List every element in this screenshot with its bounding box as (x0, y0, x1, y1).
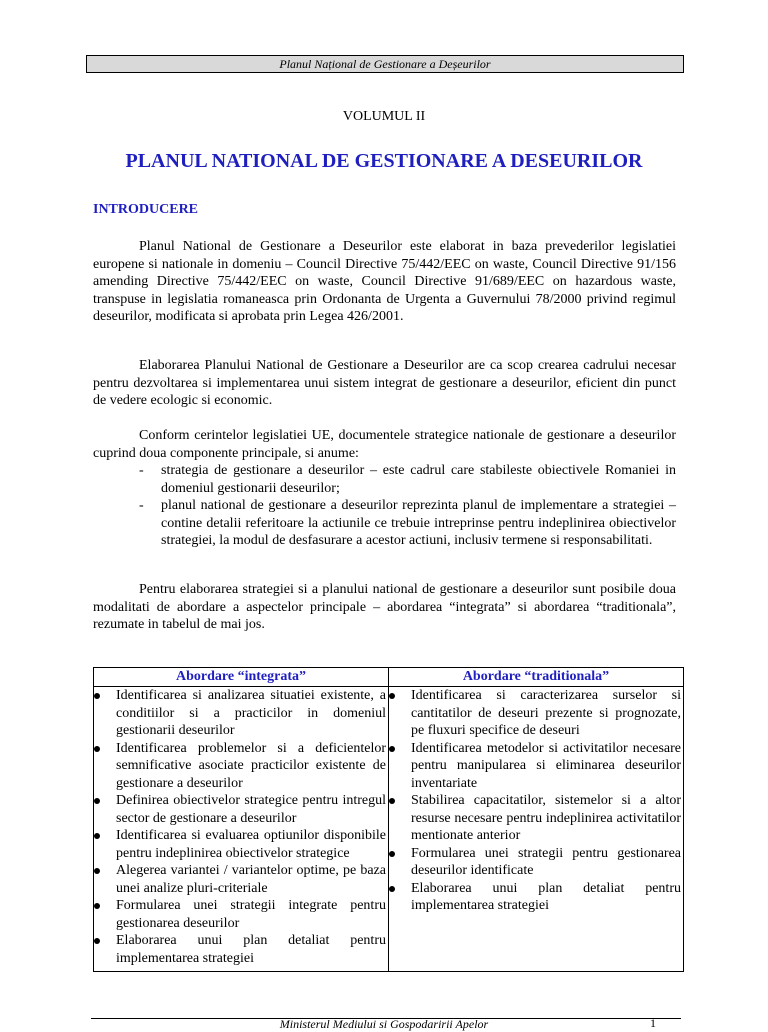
list-item-text: Identificarea problemelor si a deficientelor semnificative asociate practicilor existente de gestionare a deseurilor (116, 740, 386, 791)
page-number: 1 (650, 1016, 656, 1030)
table-row (94, 687, 684, 972)
list-item (93, 462, 676, 497)
dash-bullet-icon: - (139, 498, 144, 513)
bullet-icon (94, 868, 100, 874)
list-item (389, 740, 681, 793)
list-item-text: Formularea unei strategii integrate pentru gestionarea deseurilor (116, 898, 386, 931)
list-item-text: planul national de gestionare a deseurilor reprezinta planul de implementare a strategiei – contine detalii referitoare la actiunile ce trebuie intreprinse pentru indeplinirea obiectivelor strategiei, la modul de desfasurare a acestor actiuni, inclusiv termene si responsabilitati. (161, 498, 676, 548)
column-header-integrata: Abordare “integrata” (94, 668, 389, 687)
traditionala-list (389, 687, 681, 915)
bullet-icon (389, 693, 395, 699)
bullet-icon (94, 746, 100, 752)
list-item (389, 792, 681, 845)
section-heading: INTRODUCERE (93, 202, 199, 217)
list-item (94, 827, 386, 862)
bullet-icon (94, 938, 100, 944)
list-item (94, 897, 386, 932)
volume-label: VOLUMUL II (342, 109, 426, 124)
bullet-icon (389, 886, 395, 892)
list-item-text: Definirea obiectivelor strategice pentru intregul sector de gestionare a deseurilor (116, 793, 386, 826)
list-item (93, 497, 676, 550)
list-item (389, 845, 681, 880)
components-list (93, 462, 676, 550)
list-item-text: Elaborarea unui plan detaliat pentru implementarea strategiei (411, 880, 681, 913)
list-item-text: Formularea unei strategii pentru gestionarea deseurilor identificate (411, 845, 681, 878)
list-item (389, 880, 681, 915)
list-item-text: Identificarea si evaluarea optiunilor disponibile pentru indeplinirea obiectivelor strategice (116, 828, 386, 861)
bullet-icon (389, 746, 395, 752)
list-item-text: Identificarea metodelor si activitatilor necesare pentru manipularea si eliminarea deseurilor inventariate (411, 740, 681, 791)
paragraph-legal-basis: Planul National de Gestionare a Deseurilor este elaborat in baza prevederilor legislatiei europene si nationale in domeniu – Council Directive 75/442/EEC on waste, Council Directive 91/156 amending Directive 75/442/EEC on waste, Council Directive 91/689/EEC on hazardous waste, transpuse in legislatia romaneasca prin Ordonanta de Urgenta a Guvernului 78/2000 privind regimul deseurilor, modificata si aprobata prin Legea 426/2001. (93, 239, 676, 324)
list-item (94, 792, 386, 827)
list-item (389, 687, 681, 740)
integrata-cell (94, 687, 389, 972)
list-item (94, 932, 386, 967)
document-title: PLANUL NATIONAL DE GESTIONARE A DESEURILOR (125, 150, 643, 172)
bullet-icon (94, 833, 100, 839)
bullet-icon (94, 903, 100, 909)
running-footer: Ministerul Mediului si Gospodaririi Apelor (279, 1017, 489, 1031)
integrata-list (94, 687, 386, 967)
table-header-row (94, 668, 684, 687)
bullet-icon (389, 798, 395, 804)
dash-bullet-icon: - (139, 463, 144, 478)
list-item-text: strategia de gestionare a deseurilor – este cadrul care stabileste obiectivele Romaniei in domeniul gestionarii deseurilor; (161, 463, 676, 496)
list-item-text: Elaborarea unui plan detaliat pentru implementarea strategiei (116, 933, 386, 966)
paragraph-components-intro: Conform cerintelor legislatiei UE, documentele strategice nationale de gestionare a deseurilor cuprind doua componente principale, si anume: (93, 428, 676, 461)
list-item (94, 740, 386, 793)
bullet-icon (94, 693, 100, 699)
list-item-text: Identificarea si caracterizarea surselor si cantitatilor de deseuri prezente si prognozate, pe fluxuri specifice de deseuri (411, 688, 681, 738)
paragraph-purpose: Elaborarea Planului National de Gestionare a Deseurilor are ca scop crearea cadrului necesar pentru dezvoltarea si implementarea unui sistem integrat de gestionare a deseurilor, eficient din punct de vedere ecologic si economic. (93, 358, 676, 408)
list-item (94, 862, 386, 897)
list-item (94, 687, 386, 740)
paragraph-approaches: Pentru elaborarea strategiei si a planului national de gestionare a deseurilor sunt posibile doua modalitati de abordare a aspectelor principale – abordarea “integrata” si abordarea “traditionala”, rezumate in tabelul de mai jos. (93, 582, 676, 632)
bullet-icon (389, 851, 395, 857)
list-item-text: Alegerea variantei / variantelor optime, pe baza unei analize pluri-criteriale (116, 863, 386, 896)
running-header: Planul Național de Gestionare a Deșeurilor (86, 55, 684, 73)
column-header-traditionala: Abordare “traditionala” (389, 668, 684, 687)
list-item-text: Identificarea si analizarea situatiei existente, a conditiilor si a practicilor in domeniul gestionarii deseurilor (116, 688, 386, 738)
traditionala-cell (389, 687, 684, 972)
comparison-table (93, 667, 684, 972)
list-item-text: Stabilirea capacitatilor, sistemelor si a altor resurse necesare pentru indeplinirea activitatilor mentionate anterior (411, 793, 681, 843)
bullet-icon (94, 798, 100, 804)
